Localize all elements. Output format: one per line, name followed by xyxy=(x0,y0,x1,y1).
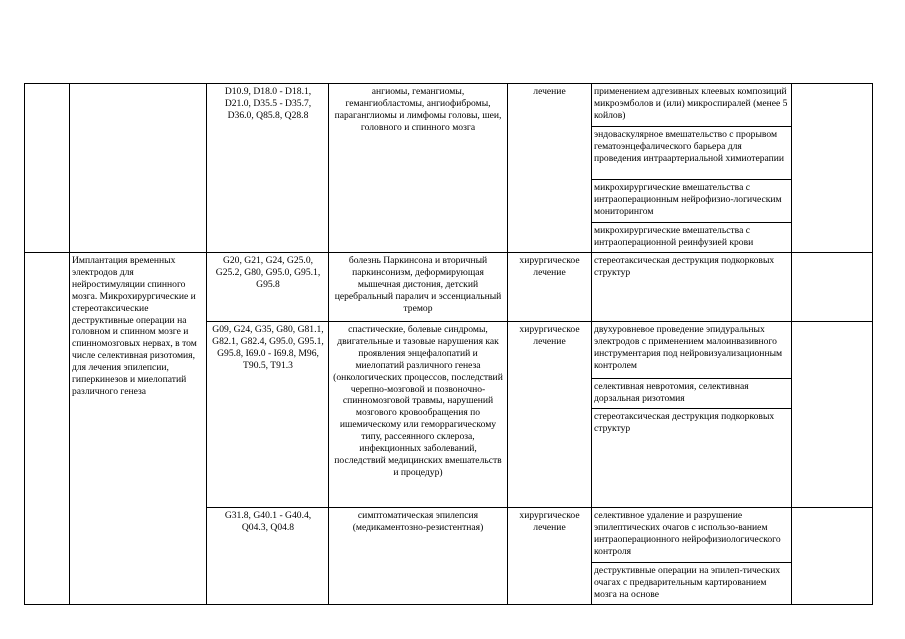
row2c-codes: G31.8, G40.1 - G40.4, Q04.3, Q04.8 xyxy=(224,510,312,533)
row1-method-4: микрохирургические вмешательства с интраоперационной реинфузией крови xyxy=(594,225,754,248)
col-border xyxy=(591,83,592,605)
row2b-treatment: хирургическое лечение xyxy=(519,324,580,347)
row1-codes: D10.9, D18.0 - D18.1, D21.0, D35.5 - D35.7, D36.0, Q85.8, Q28.8 xyxy=(224,86,312,121)
row2b-method-2: селективная невротомия, селективная дорзальная ризотомия xyxy=(594,381,749,404)
method-divider xyxy=(591,408,791,409)
row2c-method-2: деструктивные операции на эпилеп-тических очагах с предварительным картированием мозга на основе xyxy=(594,565,781,600)
table-bottom-border xyxy=(24,604,873,605)
method-divider xyxy=(591,179,791,180)
row2b-diseases: спастические, болевые синдромы, двигательные и тазовые нарушения как проявления энцефалопатий и миелопатий различного генеза (онкологических процессов, последствий черепно-мозговой и позвоночно-спинномозговой травмы, нарушений мозгового кровообращения по ишемическому или геморрагическому типу, рассеянного склероза, инфекционных заболеваний, последствий медицинских вмешательств и процедур) xyxy=(333,324,503,478)
row1-treatment: лечение xyxy=(533,86,566,97)
method-divider xyxy=(591,222,791,223)
row2a-diseases: болезнь Паркинсона и вторичный паркинсонизм, деформирующая мышечная дистония, детский церебральный паралич и эссенциальный тремор xyxy=(334,255,502,314)
col-border xyxy=(791,83,792,605)
row2b-method-1: двухуровневое проведение эпидуральных электродов с применением малоинвазивного инструментария под нейровизуализационным контролем xyxy=(594,324,783,371)
col-border xyxy=(507,83,508,605)
row2c-method-1: селективное удаление и разрушение эпилептических очагов с использо-ванием интраоперационного нейрофизиологического контроля xyxy=(594,510,781,557)
group2-intervention: Имплантация временных электродов для нейростимуляции спинного мозга. Микрохирургические и стереотаксические деструктивные операции на головном и спинном мозге и спинномозговых нервах, в том числе селективная ризотомия, для лечения эпилепсии, гиперкинезов и миелопатий различного генеза xyxy=(72,255,197,397)
method-divider xyxy=(591,378,791,379)
row2a-method-1: стереотаксическая деструкция подкорковых структур xyxy=(594,255,775,278)
method-divider xyxy=(591,126,791,127)
row-divider xyxy=(24,252,873,253)
row2a-treatment: хирургическое лечение xyxy=(519,255,580,278)
method-divider xyxy=(591,562,791,563)
row2c-diseases: симптоматическая эпилепсия (медикаментозно-резистентная) xyxy=(352,510,484,533)
col-border xyxy=(24,83,25,605)
row1-method-3: микрохирургические вмешательства с интраоперационным нейрофизио-логическим мониторингом xyxy=(594,182,782,217)
row2c-treatment: хирургическое лечение xyxy=(519,510,580,533)
col-border xyxy=(69,83,70,605)
col-border xyxy=(206,83,207,605)
table-top-border xyxy=(24,83,873,84)
row2b-method-3: стереотаксическая деструкция подкорковых структур xyxy=(594,411,775,434)
row-divider xyxy=(206,507,873,508)
col-border xyxy=(872,83,873,605)
row-divider xyxy=(206,321,873,322)
row2b-codes: G09, G24, G35, G80, G81.1, G82.1, G82.4, G95.0, G95.1, G95.8, I69.0 - I69.8, M96, T90.5, T91.3 xyxy=(212,324,324,371)
row1-method-1: применением адгезивных клеевых композиций микроэмболов и (или) микроспиралей (менее 5 койлов) xyxy=(594,86,788,121)
col-border xyxy=(328,83,329,605)
row1-method-2: эндоваскулярное вмешательство с прорывом гематоэнцефалического барьера для проведения интраартериальной химиотерапии xyxy=(594,129,785,164)
row2a-codes: G20, G21, G24, G25.0, G25.2, G80, G95.0, G95.1, G95.8 xyxy=(215,255,321,290)
row1-diseases: ангиомы, гемангиомы, гемангиобластомы, ангиофибромы, параганглиомы и лимфомы головы, шеи, головного и спинного мозга xyxy=(334,86,502,133)
